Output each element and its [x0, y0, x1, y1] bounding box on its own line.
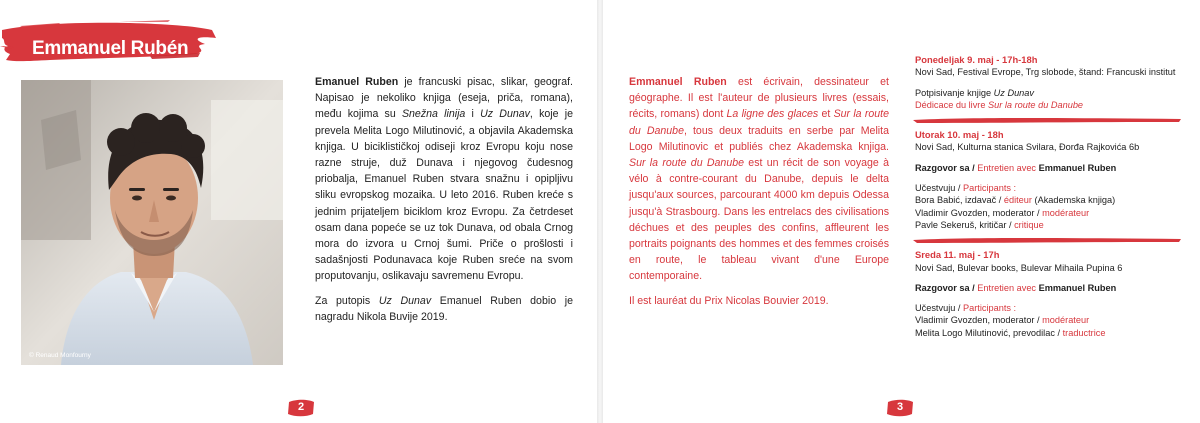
event-date: Utorak 10. maj - 18h — [915, 129, 1004, 141]
event-type-fr: Dédicace du livre — [915, 99, 989, 110]
participants-label: Učestvuju / — [915, 183, 963, 194]
event-2 — [915, 129, 1200, 231]
event-date: Sreda 11. maj - 17h — [915, 249, 1000, 261]
event-type-fr: Entretien avec — [977, 282, 1037, 293]
participant-name: Vladimir Gvozden, moderator / — [915, 207, 1043, 218]
event-type-fr: Entretien avec — [977, 162, 1037, 173]
author-name: Emmanuel Ruben — [629, 76, 727, 88]
event-type: Razgovor sa / — [915, 282, 978, 293]
event-type: Potpisivanje knjige — [915, 87, 994, 98]
event-location: Novi Sad, Bulevar books, Bulevar Mihaila Pupina 6 — [915, 262, 1123, 273]
event-description — [915, 162, 1200, 174]
author-photo — [21, 80, 283, 365]
participant — [915, 194, 1200, 206]
participants-label: Učestvuju / — [915, 303, 963, 314]
bio-text: est un récit de son voyage à vélo à contre-courant du Danube, depuis le delta jusqu'aux sources, parcourant 4000 km depuis Odessa jusqu'à Strasbourg. Dans les entrelacs des civilisations déchues et des peuples des confins, affleurent les portraits poignants des hommes et des femmes croisés en route, le tableau vivant d'une Europe contemporaine. — [629, 157, 889, 283]
participants-label-fr: Participants : — [963, 303, 1017, 314]
bio-text: i — [465, 108, 481, 121]
bio-text: Za putopis — [315, 294, 379, 307]
book-title: Uz Dunav — [378, 294, 432, 307]
page-number-text: 3 — [896, 401, 904, 413]
participants — [915, 302, 1200, 339]
bio-fr-paragraph-2: Il est lauréat du Prix Nicolas Bouvier 2019. — [629, 294, 829, 307]
bio-text: est écrivain, dessinateur et géographe. Il est l'auteur de plusieurs livres (essais, récits, romans) dont — [629, 76, 889, 121]
participant-name: Bora Babić, izdavač / — [915, 195, 1004, 206]
title-banner — [0, 16, 220, 66]
event-1 — [915, 54, 1200, 111]
participant — [915, 219, 1200, 231]
participant-name: Pavle Sekeruš, kritičar / — [915, 219, 1015, 230]
book-title: Uz Dunav — [993, 87, 1034, 98]
bio-text: et — [818, 108, 834, 121]
page-number-left — [286, 398, 316, 418]
participant-role-fr: modérateur — [1042, 207, 1090, 218]
book-title: Snežna linija — [401, 108, 466, 121]
event-date: Ponedeljak 9. maj - 17h-18h — [915, 54, 1038, 65]
participant-role-fr: modérateur — [1042, 315, 1090, 326]
photo-credit: © Renaud Monfourny — [29, 352, 91, 359]
bio-fr-paragraph-1 — [629, 74, 889, 285]
participant-role-fr: critique — [1014, 219, 1044, 230]
page-title: Emmanuel Rubén — [32, 38, 189, 59]
participant-org: (Akademska knjiga) — [1031, 195, 1116, 206]
bio-text: , tous deux traduits en serbe par Melita Logo Milutinovic et publiés chez Akademska knjiga. — [629, 124, 889, 153]
right-page — [603, 0, 1200, 423]
page-number-right — [885, 398, 915, 418]
participant-name: Melita Logo Milutinović, prevodilac / — [915, 327, 1063, 338]
event-description — [915, 282, 1200, 294]
bio-text: , koje je prevela Melita Logo Milutinović, a objavila Akademska knjiga. U biciklističkoj odiseji kroz Evropu koju nose razne struje, duž Dunava i njegovog čudesnog priobalja, Emanuel Ruben stvara snažnu i opipljivu sliku evropskog mozaika. U leto 2016. Ruben kreće s jednim prijateljem biciklom kroz Evropu. Za četrdeset osam dana popeće se uz tok Dunava, od obala Crnog mora do izvora u Crnoj šumi. Priče o prošlosti i sadašnjosti Podunavaca koje Ruben sreće na svom proputovanju, oslikavaju savremenu Evropu. — [315, 108, 573, 283]
event-type: Razgovor sa / — [915, 162, 978, 173]
book-title: Sur la route du Danube — [629, 108, 889, 137]
bio-paragraph-1 — [315, 74, 573, 285]
book-title: Uz Dunav — [480, 108, 530, 121]
participant-role-fr: traductrice — [1062, 327, 1106, 338]
participants-label-fr: Participants : — [963, 183, 1017, 194]
author-name: Emmanuel Ruben — [1036, 162, 1117, 173]
divider-stroke — [913, 116, 1183, 124]
event-location: Novi Sad, Festival Evrope, Trg slobode, štand: Francuski institut — [915, 67, 1176, 78]
event-location: Novi Sad, Kulturna stanica Svilara, Đorđa Rajkovića 6b — [915, 142, 1140, 153]
event-3 — [915, 249, 1200, 339]
left-page — [0, 0, 597, 423]
bio-text: je francuski pisac, slikar, geograf. Napisao je nekoliko knjiga (eseja, priča, romana), među kojima su — [315, 76, 573, 121]
bio-french — [629, 74, 889, 317]
participant-name: Vladimir Gvozden, moderator / — [915, 315, 1043, 326]
participant — [915, 314, 1200, 326]
participants — [915, 182, 1200, 231]
author-name: Emmanuel Ruben — [1036, 282, 1117, 293]
bio-serbian — [315, 74, 573, 333]
book-title: Sur la route du Danube — [629, 157, 744, 170]
participant-role-fr: éditeur — [1003, 195, 1032, 206]
participant — [915, 207, 1200, 219]
page-number-text: 2 — [297, 401, 305, 413]
book-title: La ligne des glaces — [726, 108, 819, 121]
bio-paragraph-2 — [315, 293, 573, 325]
participant — [915, 327, 1200, 339]
author-name: Emanuel Ruben — [315, 76, 399, 88]
event-description — [915, 87, 1200, 112]
bio-text: Emanuel Ruben dobio je nagradu Nikola Buvije 2019. — [315, 294, 574, 323]
book-title: Sur la route du Danube — [988, 99, 1084, 110]
divider-stroke — [913, 236, 1183, 244]
event-schedule — [915, 54, 1200, 339]
